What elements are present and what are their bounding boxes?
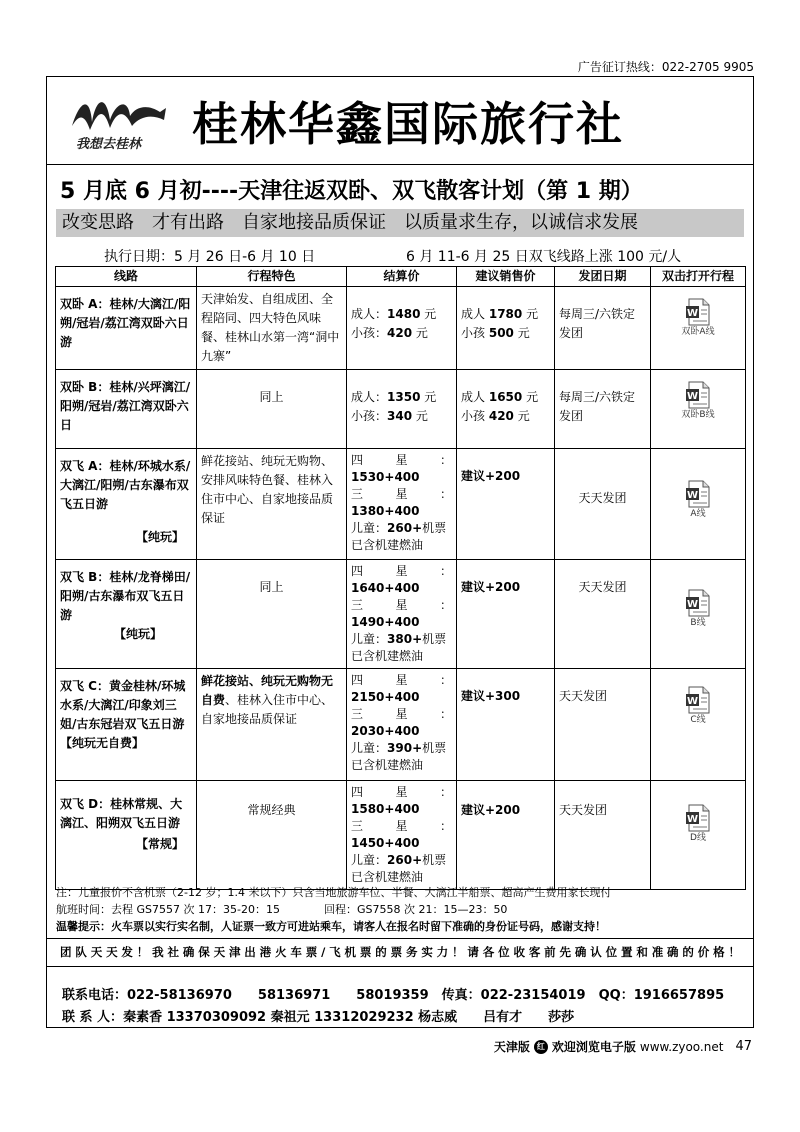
col-header: 发团日期 <box>555 267 651 287</box>
settle-price: 成人：1480 元 小孩：420 元 <box>347 287 457 370</box>
route-feature: 常规经典 <box>197 781 347 890</box>
route-feature: 鲜花接站、纯玩无购物、安排风味特色餐、桂林入住市中心、自家地接品质保证 <box>197 449 347 560</box>
route-name: 双飞 C：黄金桂林/环城水系/大漓江/印象刘三姐/古东冠岩双飞五日游【纯玩无自费】 <box>60 679 186 750</box>
word-doc-icon[interactable] <box>685 589 711 617</box>
notes-block <box>56 884 746 935</box>
sale-price: 成人 1650 元 小孩 420 元 <box>457 370 555 449</box>
route-name: 双卧 A：桂林/大漓江/阳朔/冠岩/荔江湾双卧六日游 <box>60 297 191 349</box>
route-name: 双飞 D：桂林常规、大漓江、阳朔双飞五日游 <box>60 797 183 830</box>
route-name: 双飞 A：桂林/环城水系/大漓江/阳朔/古东瀑布双飞五日游 <box>60 459 191 511</box>
settle-price: 四 星 ： 1640+400 三 星 ： 1490+400 儿童：380+机票 已含机建燃油 <box>347 560 457 669</box>
itinerary-file[interactable]: W B线 <box>651 560 746 669</box>
word-doc-icon[interactable] <box>685 804 711 832</box>
route-feature: 天津始发、自组成团、全程陪同、四大特色风味餐、桂林山水第一湾“洞中九寨” <box>197 287 347 370</box>
route-feature: 同上 <box>197 560 347 669</box>
table-header-row <box>56 267 746 287</box>
svg-text:W: W <box>686 814 699 825</box>
svg-text:W: W <box>686 308 699 319</box>
table-row <box>56 287 746 370</box>
col-header: 行程特色 <box>197 267 347 287</box>
settle-price: 四 星 ： 1530+400 三 星 ： 1380+400 儿童：260+机票 已含机建燃油 <box>347 449 457 560</box>
depart-date: 每周三/六铁定发团 <box>555 287 651 370</box>
itinerary-file[interactable]: W C线 <box>651 669 746 781</box>
col-header: 双击打开行程 <box>651 267 746 287</box>
exec-date: 执行日期：5 月 26 日-6 月 10 日 <box>104 249 316 265</box>
sale-price: 建议+200 <box>457 560 555 669</box>
svg-text:W: W <box>686 490 699 501</box>
divider <box>46 966 754 967</box>
page-number: 47 <box>735 1039 752 1054</box>
col-header: 建议销售价 <box>457 267 555 287</box>
flight-times: 航班时间：去程 GS7557 次 17：35-20：15 回程：GS7558 次 21：15—23：50 <box>56 903 508 916</box>
svg-text:W: W <box>686 599 699 610</box>
svg-text:我想去桂林: 我想去桂林 <box>76 137 142 152</box>
contact-phones: 联系电话：022-58136970 58136971 58019359 传真：022-23154019 QQ：1916657895 <box>62 988 725 1003</box>
divider <box>46 164 754 165</box>
edition-badge: 红 <box>534 1040 548 1054</box>
itinerary-file[interactable]: W 双卧B线 <box>651 370 746 449</box>
ad-hotline: 广告征订热线：022-2705 9905 <box>577 60 754 74</box>
depart-date: 天天发团 <box>555 781 651 890</box>
settle-price: 四 星 ： 1580+400 三 星 ： 1450+400 儿童：260+机票 已含机建燃油 <box>347 781 457 890</box>
sale-price: 成人 1780 元 小孩 500 元 <box>457 287 555 370</box>
tour-table <box>55 266 746 890</box>
company-title: 桂林华鑫国际旅行社 <box>192 97 624 151</box>
route-tag: 【纯玩】 <box>135 530 184 544</box>
route-feature: 同上 <box>197 370 347 449</box>
price-rise-note: 6 月 11-6 月 25 日双飞线路上涨 100 元/人 <box>406 249 682 265</box>
divider <box>46 938 754 939</box>
route-tag: 【纯玩】 <box>113 627 162 641</box>
warm-tip: 温馨提示：火车票以实行实名制，人证票一致方可进站乘车，请客人在报名时留下准确的身份证号码，感谢支持！ <box>56 920 606 933</box>
table-row <box>56 370 746 449</box>
word-doc-icon[interactable] <box>685 381 711 409</box>
child-note: 注：儿童报价不含机票（2-12 岁；1.4 米以下）只含当地旅游车位、半餐、大漓江半船票、超高产生费用家长现付 <box>56 886 612 899</box>
table-row <box>56 781 746 890</box>
settle-price: 四 星 ： 2150+400 三 星 ： 2030+400 儿童：390+机票 已含机建燃油 <box>347 669 457 781</box>
word-doc-icon[interactable] <box>685 480 711 508</box>
company-logo <box>66 86 176 156</box>
col-header: 结算价 <box>347 267 457 287</box>
itinerary-file[interactable]: W D线 <box>651 781 746 890</box>
contact-persons: 联 系 人：秦素香 13370309092 秦祖元 13312029232 杨志威 吕有才 莎莎 <box>62 1010 575 1025</box>
table-row <box>56 669 746 781</box>
route-name: 双飞 B：桂林/龙脊梯田/阳朔/古东瀑布双飞五日游 <box>60 570 191 622</box>
itinerary-file[interactable]: W A线 <box>651 449 746 560</box>
table-row <box>56 449 746 560</box>
depart-date: 每周三/六铁定发团 <box>555 370 651 449</box>
svg-text:W: W <box>686 696 699 707</box>
page-footer: 天津版 红 欢迎浏览电子版 www.zyoo.net 47 <box>493 1039 752 1054</box>
word-doc-icon[interactable] <box>685 686 711 714</box>
sale-price: 建议+200 <box>457 781 555 890</box>
depart-date: 天天发团 <box>555 449 651 560</box>
route-feature: 鲜花接站、纯玩无购物无自费、桂林入住市中心、自家地接品质保证 <box>197 669 347 781</box>
col-header: 线路 <box>56 267 197 287</box>
route-tag: 【常规】 <box>135 837 184 851</box>
slogan-banner: 改变思路 才有出路 自家地接品质保证 以质量求生存，以诚信求发展 <box>56 209 744 237</box>
team-note: 团队天天发！我社确保天津出港火车票/飞机票的票务实力！请各位收客前先确认位置和准确的价格！ <box>60 945 740 959</box>
headline: 5 月底 6 月初----天津往返双卧、双飞散客计划（第 1 期） <box>60 179 643 204</box>
itinerary-file[interactable]: W 双卧A线 <box>651 287 746 370</box>
svg-text:W: W <box>686 391 699 402</box>
site-link[interactable]: www.zyoo.net <box>639 1039 724 1054</box>
word-doc-icon[interactable] <box>685 298 711 326</box>
sale-price: 建议+300 <box>457 669 555 781</box>
depart-date: 天天发团 <box>555 669 651 781</box>
depart-date: 天天发团 <box>555 560 651 669</box>
route-name: 双卧 B：桂林/兴坪漓江/阳朔/冠岩/荔江湾双卧六日 <box>60 380 191 432</box>
table-row <box>56 560 746 669</box>
sale-price: 建议+200 <box>457 449 555 560</box>
settle-price: 成人：1350 元 小孩：340 元 <box>347 370 457 449</box>
